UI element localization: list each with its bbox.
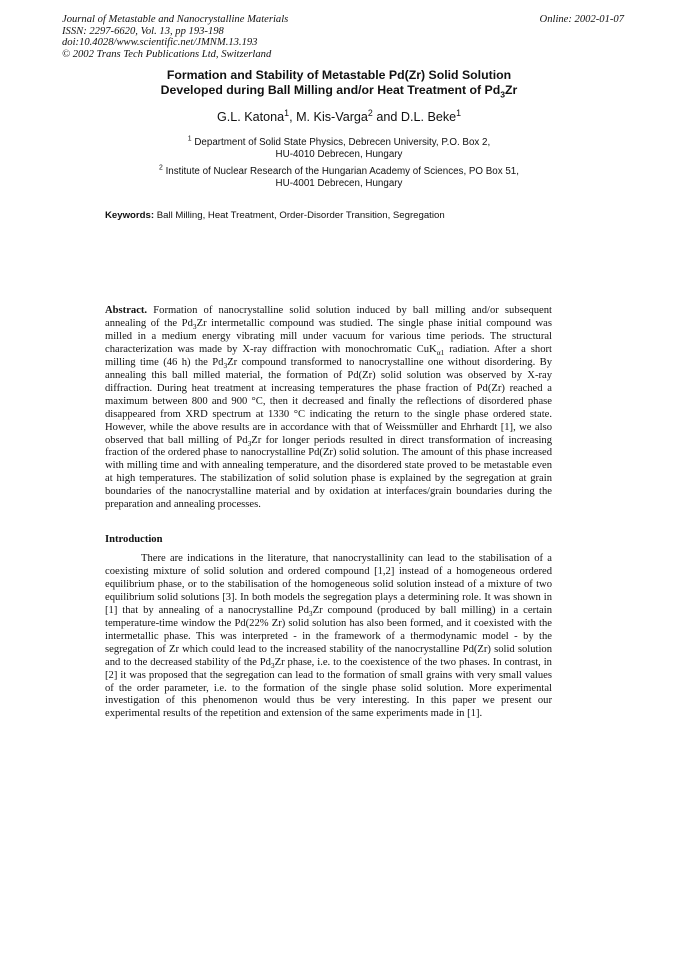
author-3: D.L. Beke	[400, 110, 457, 124]
introduction-paragraph	[105, 553, 552, 721]
title-line-2-end: Zr	[505, 82, 518, 97]
keywords-text: Ball Milling, Heat Treatment, Order-Disorder Transition, Segregation	[156, 210, 445, 221]
intro-text-3: Zr phase, i.e. to the coexistence of the two phases. In contrast, in [2] it was proposed that the segregation can lead to the formation of small grains with very small values of the order parameter, i.e. to the formation of the single phase solid solution. More experimental investigation of this phenomenon would thus be very interesting. In this paper we present our experimental results of the repetition and extension of the same experiments made in [1].	[105, 656, 552, 720]
author-2: M. Kis-Varga	[296, 110, 368, 124]
abstract-text-4: Zr compound transformed to nanocrystalline one without disordering. By annealing this ball milled material, the formation of Pd(Zr) solid solution was observed by X-ray diffraction. During heat treatment at increasing temperatures the phase fraction of Pd(Zr) reached a maximum between 800 and 900 °C, then it decreased and finally the reflections of disordered phase disappeared from XRD spectrum at 1330 °C indicating the return to the single phase ordered state. However, while the above results are in accordance with that of Weissmüller and Ehrhardt [1], we also observed that ball milling of Pd	[105, 356, 552, 446]
affiliation-1-line-2: HU-4010 Debrecen, Hungary	[275, 149, 403, 161]
intro-text-1: There are indications in the literature, that nanocrystallinity can lead to the stabilisation of a coexisting mixture of solid solution and ordered compound [1,2] instead of a homogeneous ordered equilibrium phase, or to the stabilisation of the homogeneous solid solution instead of a mixture of two equilibrium solid solutions [3]. In both models the segregation plays a determining role. It was shown in [1] that by annealing of a nanocrystalline Pd	[105, 553, 552, 616]
subscript: 3	[308, 608, 313, 618]
journal-header	[62, 14, 622, 60]
title-line-2	[0, 83, 678, 98]
abstract-label: Abstract.	[105, 305, 148, 316]
author-2-affil: 2	[367, 107, 373, 118]
subscript: 3	[223, 360, 228, 370]
keywords-label: Keywords:	[105, 210, 155, 221]
affiliation-2-line-2: HU-4001 Debrecen, Hungary	[275, 178, 403, 190]
doi-line[interactable]: doi:10.4028/www.scientific.net/JMNM.13.193	[62, 37, 258, 49]
subscript: 3	[247, 438, 252, 448]
abstract-text-5: Zr for longer periods resulted in direct transformation of increasing fraction of the ordered phase to nanocrystalline Pd(Zr) solid solution. The amount of this phase increased with milling time and with annealing temperature, and the disordered state proved to be metastable even at high temperatures. The stabilization of solid solution phase is explained by the segregation at grain boundaries of the nanocrystalline material and by oxidation at interfaces/grain boundaries during the preparation and annealing processes.	[105, 434, 552, 511]
author-1: G.L. Katona	[216, 110, 285, 124]
journal-name: Journal of Metastable and Nanocrystalline Materials	[62, 14, 289, 25]
intro-text-2: Zr compound (produced by ball milling) in a certain temperature-time window the Pd(22% Zr) solid solution has also been formed, and it coexisted with the intermetallic phase. This was interpreted - in the framework of a thermodynamic model - by the segregation of Zr which could lead to the increased stability of the nanocrystalline Pd(Zr) solid solution and to the decreased stability of the Pd	[105, 604, 552, 668]
affiliation-2	[0, 166, 678, 190]
abstract-text-3: radiation. After a short milling time (46 h) the Pd	[105, 343, 552, 368]
author-list	[0, 107, 678, 125]
author-separator: ,	[289, 110, 297, 124]
affiliation-1	[0, 137, 678, 161]
subscript-alpha: α1	[436, 347, 445, 357]
author-3-affil: 1	[456, 107, 462, 118]
introduction-heading: Introduction	[105, 534, 163, 545]
abstract-text-2: Zr intermetallic compound was studied. The single phase initial compound was milled in a medium energy vibrating mill under vacuum for various time periods. The structural characterization was made by X-ray diffraction with monochromatic CuK	[105, 317, 552, 355]
affiliation-2-marker: 2	[159, 164, 163, 172]
online-date: Online: 2002-01-07	[539, 14, 624, 25]
title-subscript: 3	[500, 88, 506, 99]
title-line-1: Formation and Stability of Metastable Pd(Zr) Solid Solution	[166, 68, 512, 82]
abstract-text-1: Formation of nanocrystalline solid solution induced by ball milling and/or subsequent annealing of the Pd	[105, 305, 553, 329]
subscript: 3	[192, 322, 197, 332]
issn-line: ISSN: 2297-6620, Vol. 13, pp 193-198	[62, 25, 224, 37]
affiliation-1-marker: 1	[187, 135, 192, 143]
affiliation-1-line-1: Department of Solid State Physics, Debrecen University, P.O. Box 2,	[194, 137, 491, 148]
keywords	[105, 210, 445, 222]
copyright-line: © 2002 Trans Tech Publications Ltd, Switzerland	[62, 48, 272, 60]
paper-title	[0, 68, 678, 97]
abstract	[105, 305, 552, 512]
affiliation-2-line-1: Institute of Nuclear Research of the Hungarian Academy of Sciences, PO Box 51,	[165, 166, 519, 177]
author-separator: and	[372, 110, 401, 124]
title-line-2-text: Developed during Ball Milling and/or Heat Treatment of Pd	[160, 82, 501, 97]
subscript: 3	[270, 660, 275, 670]
author-1-affil: 1	[284, 107, 290, 118]
